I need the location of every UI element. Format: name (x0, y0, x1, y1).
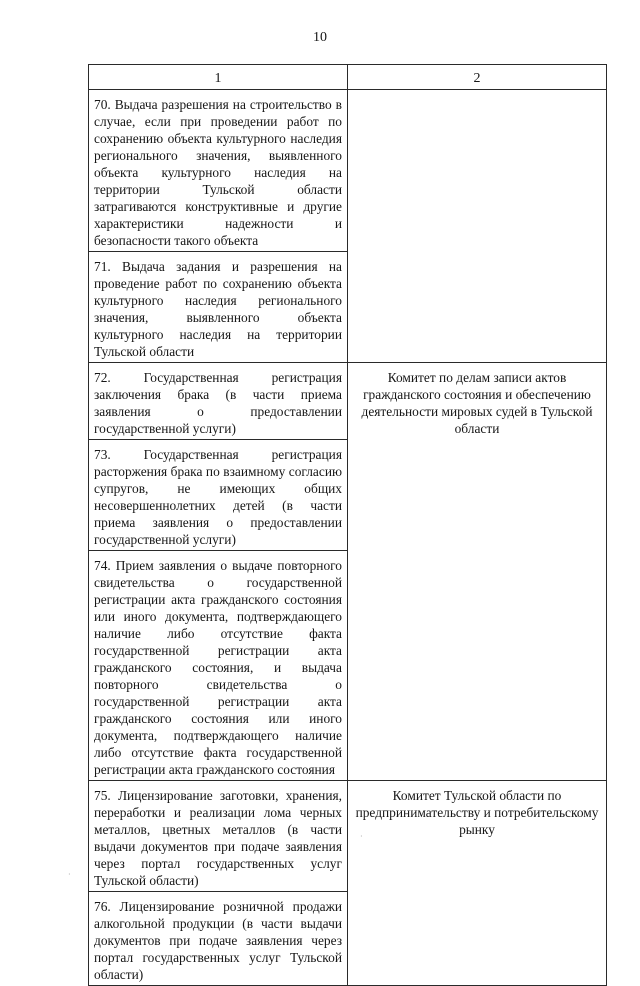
column-header-1: 1 (89, 65, 348, 90)
scan-speck: · (360, 832, 363, 841)
authority-cell-civil-registry: Комитет по делам записи актов гражданского состояния и обеспечению деятельности мировых судей в Тульской области (348, 363, 607, 781)
authority-cell-entrepreneurship: Комитет Тульской области по предпринимательству и потребительскому рынку (348, 781, 607, 986)
table-row (89, 90, 607, 252)
authority-cell-empty (348, 90, 607, 363)
service-cell-74: 74. Прием заявления о выдаче повторного свидетельства о государственной регистрации акта гражданского состояния или иного документа, подтверждающего наличие либо отсутствие факта государственной регистрации акта гражданского состояния, и выдача повторного свидетельства о государственной регистрации акта гражданского состояния или иного документа, подтверждающего наличие либо отсутствие факта государственной регистрации акта гражданского состояния (89, 551, 348, 781)
services-table (88, 64, 607, 986)
table-row (89, 363, 607, 440)
table-header-row (89, 65, 607, 90)
service-cell-75: 75. Лицензирование заготовки, хранения, переработки и реализации лома черных металлов, цветных металлов (в части выдачи документов при подаче заявления через портал государственных услуг Тульской области) (89, 781, 348, 892)
service-cell-70: 70. Выдача разрешения на строительство в случае, если при проведении работ по сохранению объекта культурного наследия регионального значения, выявленного объекта культурного наследия на территории Тульской области затрагиваются конструктивные и другие характеристики надежности и безопасности такого объекта (89, 90, 348, 252)
table-row (89, 781, 607, 892)
service-cell-72: 72. Государственная регистрация заключения брака (в части приема заявления о предоставлении государственной услуги) (89, 363, 348, 440)
service-cell-71: 71. Выдача задания и разрешения на проведение работ по сохранению объекта культурного наследия регионального значения, выявленного объекта культурного наследия на территории Тульской области (89, 252, 348, 363)
page-number: 10 (313, 30, 327, 45)
service-cell-76: 76. Лицензирование розничной продажи алкогольной продукции (в части выдачи документов при подаче заявления через портал государственных услуг Тульской области) (89, 892, 348, 986)
scan-speck: · (68, 870, 71, 879)
service-cell-73: 73. Государственная регистрация расторжения брака по взаимному согласию супругов, не имеющих общих несовершеннолетних детей (в части приема заявления о предоставлении государственной услуги) (89, 440, 348, 551)
column-header-2: 2 (348, 65, 607, 90)
